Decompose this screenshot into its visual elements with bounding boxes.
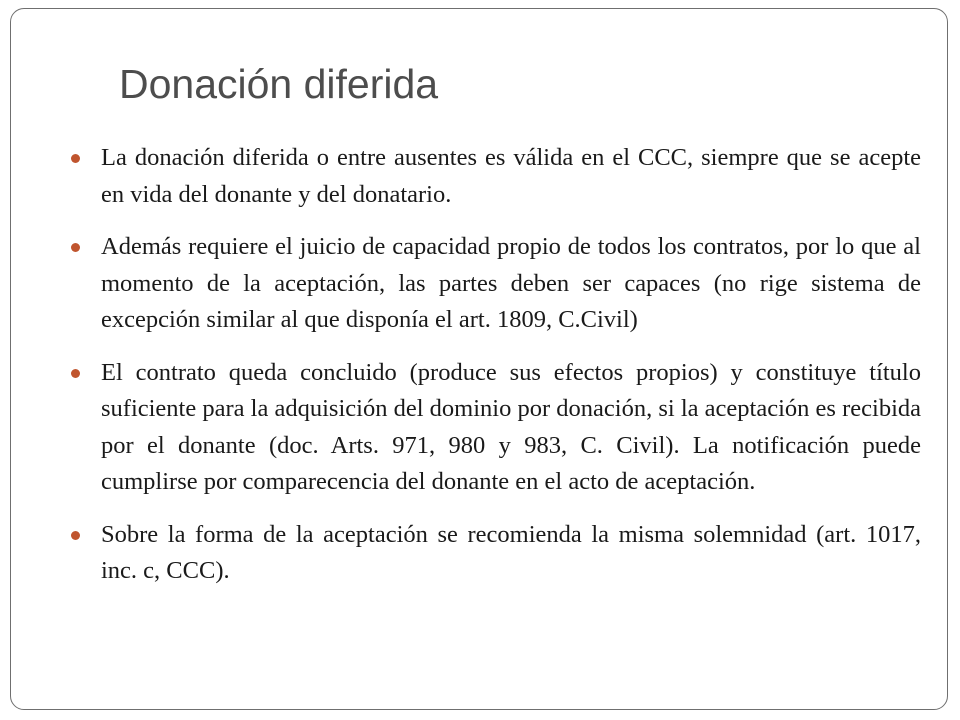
- bullet-item: [71, 517, 921, 590]
- slide-frame: [10, 8, 948, 710]
- bullet-item: [71, 140, 921, 213]
- bullet-dot-icon: [71, 243, 80, 252]
- bullet-text: El contrato queda concluido (produce sus efectos propios) y constituye título suficiente para la adquisición del dominio por donación, si la aceptación es recibida por el donante (doc. Arts. 971, 980 y 983, C. Civil). La notificación puede cumplirse por comparecencia del donante en el acto de aceptación.: [101, 358, 921, 495]
- bullet-text: Sobre la forma de la aceptación se recomienda la misma solemnidad (art. 1017, inc. c, CCC).: [101, 520, 921, 584]
- bullet-item: [71, 355, 921, 501]
- bullet-text: Además requiere el juicio de capacidad propio de todos los contratos, por lo que al momento de la aceptación, las partes deben ser capaces (no rige sistema de excepción similar al que disponía el art. 1809, C.Civil): [101, 233, 921, 333]
- bullet-item: [71, 229, 921, 339]
- bullet-list: [71, 140, 921, 606]
- bullet-dot-icon: [71, 154, 80, 163]
- bullet-text: La donación diferida o entre ausentes es válida en el CCC, siempre que se acepte en vida del donante y del donatario.: [101, 144, 921, 208]
- bullet-dot-icon: [71, 369, 80, 378]
- bullet-dot-icon: [71, 531, 80, 540]
- slide-title: Donación diferida: [119, 61, 439, 107]
